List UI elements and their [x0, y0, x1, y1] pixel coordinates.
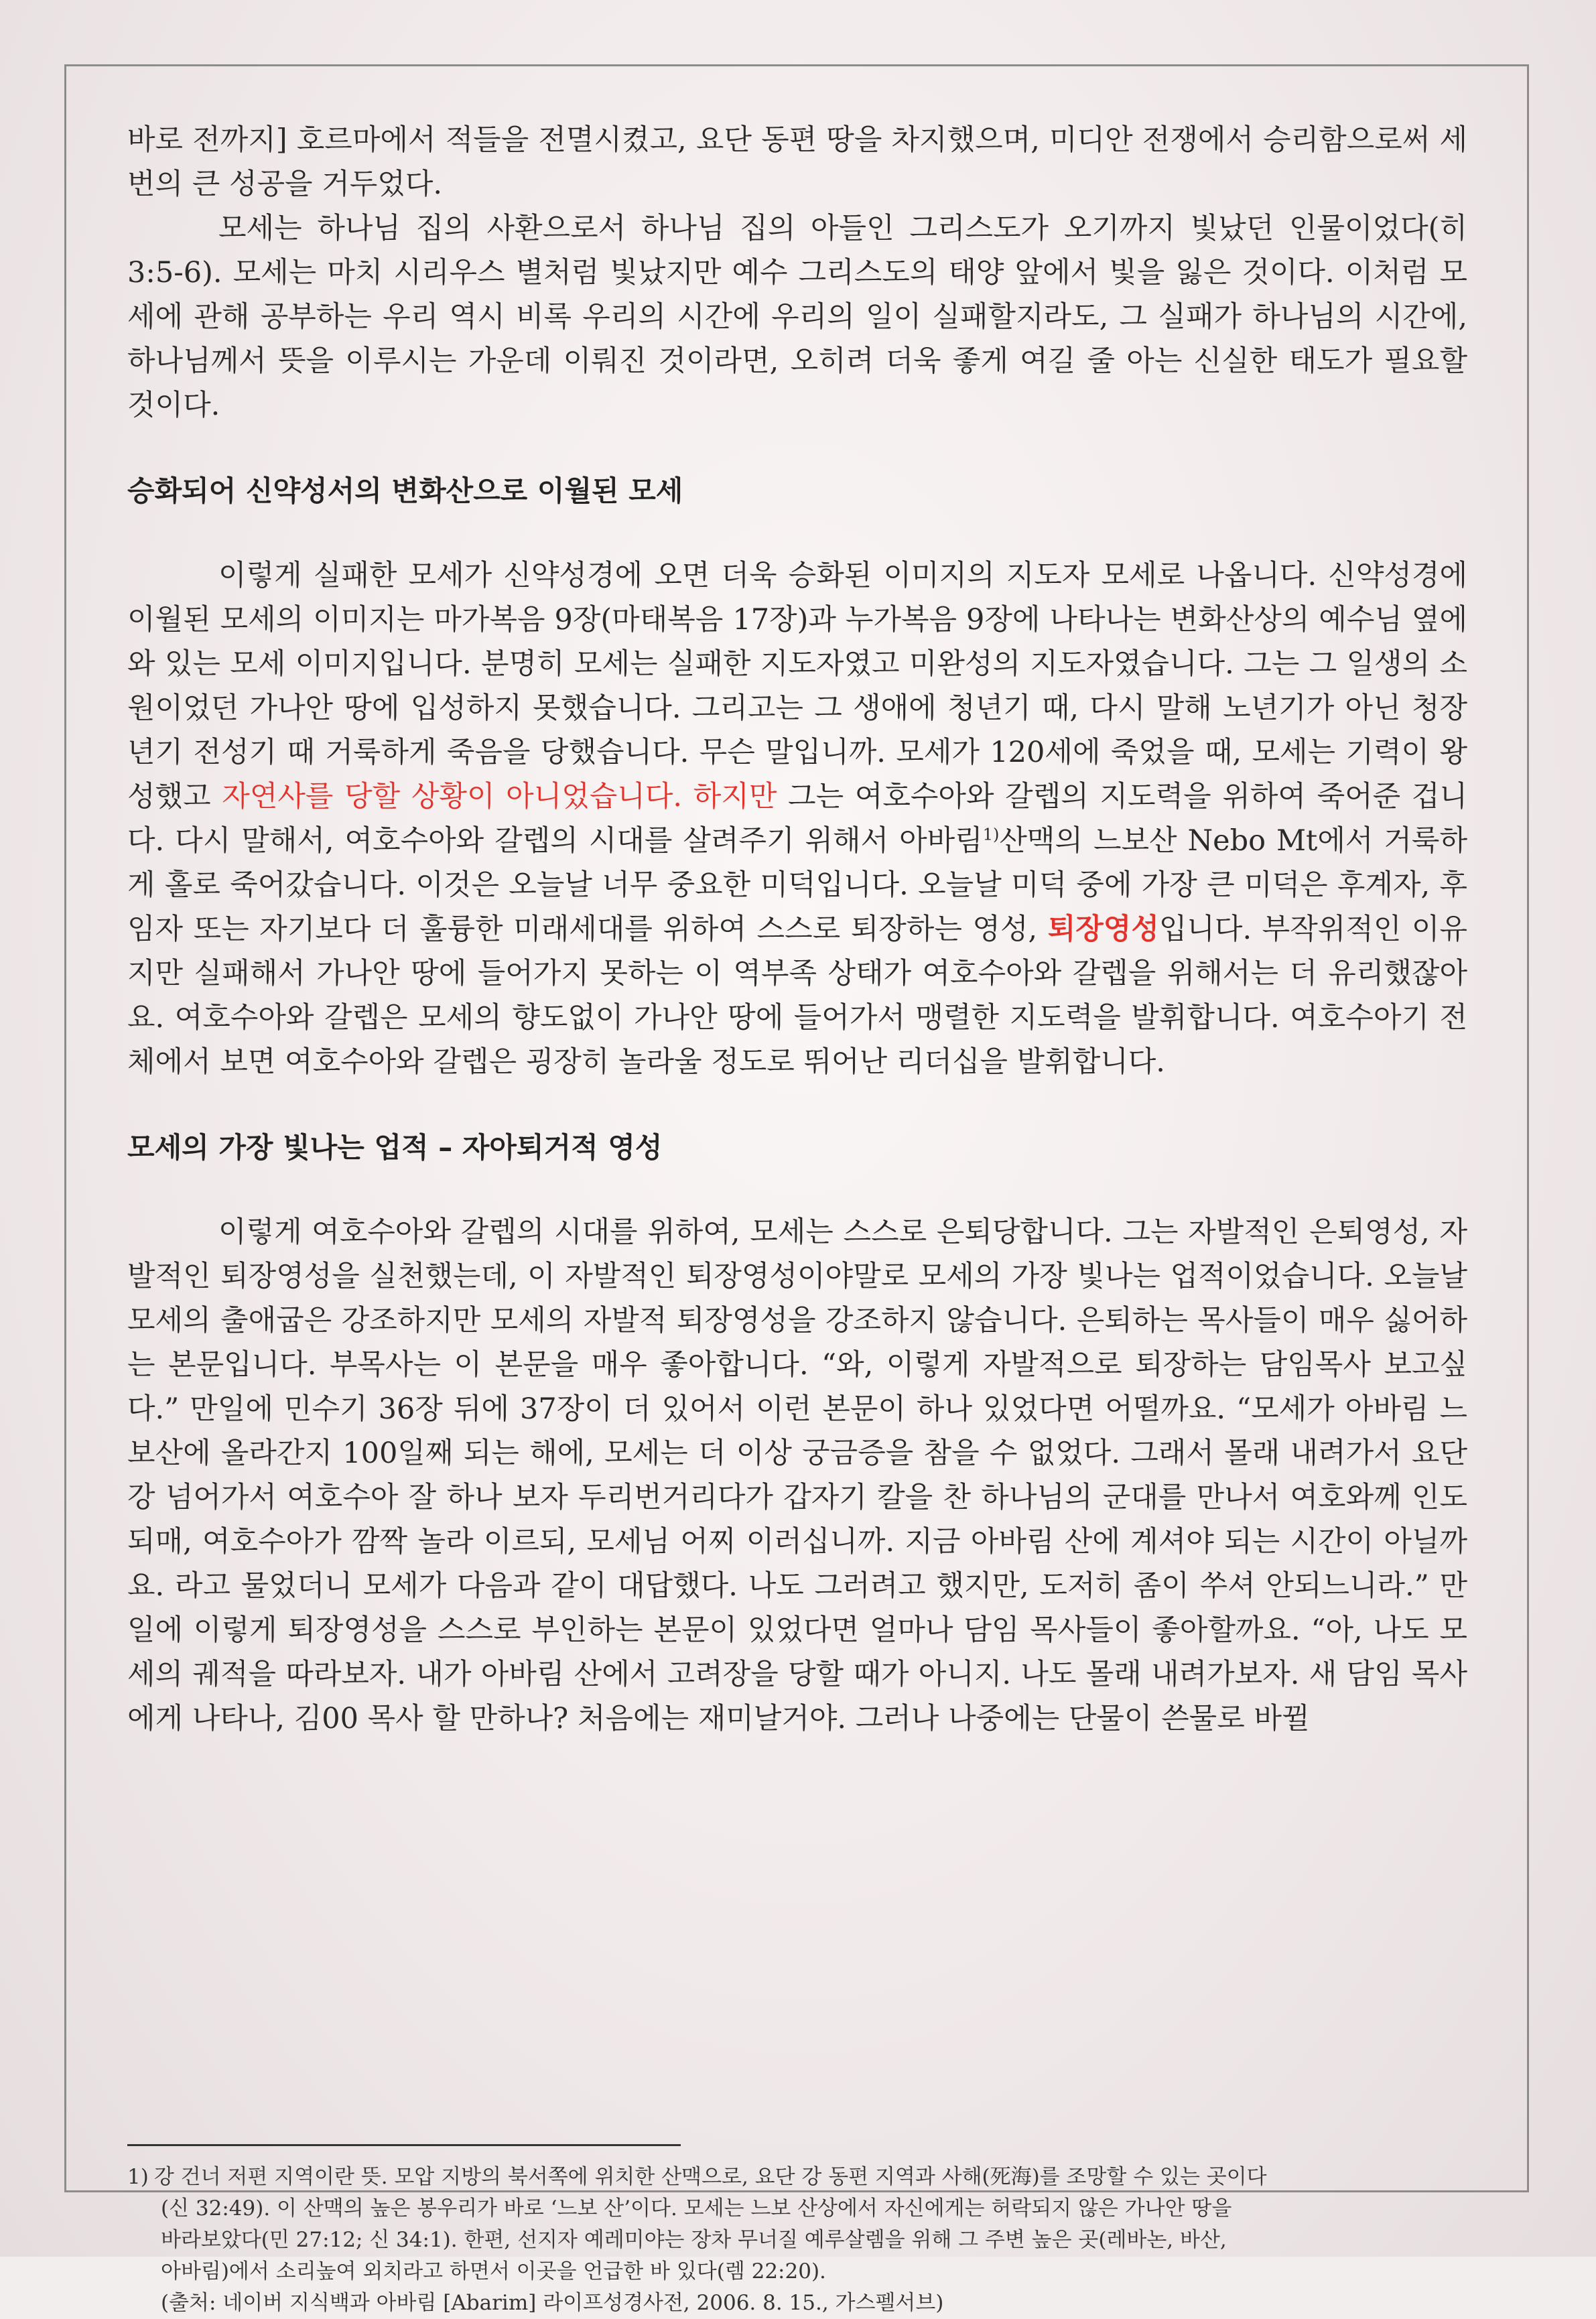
text-run: 입니다. 부작위적인 이유지만 실패해서 가나안 땅에 들어가지 못하는 이 역부족 상태가 여호수아와 갈렙을 위해서는 더 유리했잖아요. 여호수아와 갈렙은 모세의 향도없이 가나안 땅에 들어가서 맹렬한 지도력을 발휘합니다. 여호수아기 전체에서 보면 여호수아와 갈렙은 굉장히 놀라울 정도로 뛰어난 리더십을 발휘합니다. — [127, 913, 1467, 1079]
text-run: 이렇게 실패한 모세가 신약성경에 오면 더욱 승화된 이미지의 지도자 모세로 나옵니다. 신약성경에 이월된 모세의 이미지는 마가복음 9장(마태복음 17장)과 누가복음 9장에 나타나는 변화산상의 예수님 옆에 와 있는 모세 이미지입니다. 분명히 모세는 실패한 지도자였고 미완성의 지도자였습니다. 그는 그 일생의 소원이었던 가나안 땅에 입성하지 못했습니다. 그리고는 그 생애에 청년기 때, 다시 말해 노년기가 아닌 청장년기 전성기 때 거룩하게 죽음을 당했습니다. 무슨 말입니까. 모세가 120세에 죽었을 때, 모세는 기력이 왕성했고 — [127, 559, 1467, 813]
footnote-divider — [127, 2144, 681, 2146]
document-body — [127, 118, 1467, 1741]
paragraph-retirement: 이렇게 여호수아와 갈렙의 시대를 위하여, 모세는 스스로 은퇴당합니다. 그는 자발적인 은퇴영성, 자발적인 퇴장영성을 실천했는데, 이 자발적인 퇴장영성이야말로 모세의 가장 빛나는 업적이었습니다. 오늘날 모세의 출애굽은 강조하지만 모세의 자발적 퇴장영성을 강조하지 않습니다. 은퇴하는 목사들이 매우 싫어하는 본문입니다. 부목사는 이 본문을 매우 좋아합니다. “와, 이렇게 자발적으로 퇴장하는 담임목사 보고싶다.” 만일에 민수기 36장 뒤에 37장이 더 있어서 이런 본문이 하나 있었다면 어떨까요. “모세가 아바림 느보산에 올라간지 100일째 되는 해에, 모세는 더 이상 궁금증을 참을 수 없었다. 그래서 몰래 내려가서 요단강 넘어가서 여호수아 잘 하나 보자 두리번거리다가 갑자기 칼을 찬 하나님의 군대를 만나서 여호와께 인도되매, 여호수아가 깜짝 놀라 이르되, 모세님 어찌 이러십니까. 지금 아바림 산에 계셔야 되는 시간이 아닐까요. 라고 물었더니 모세가 다음과 같이 대답했다. 나도 그러려고 했지만, 도저히 좀이 쑤셔 안되느니라.” 만일에 이렇게 퇴장영성을 스스로 부인하는 본문이 있었다면 얼마나 담임 목사들이 좋아할까요. “아, 나도 모세의 궤적을 따라보자. 내가 아바림 산에서 고려장을 당할 때가 아니지. 나도 몰래 내려가보자. 새 담임 목사에게 나타나, 김00 목사 할 만하나? 처음에는 재미날거야. 그러나 나중에는 단물이 쓴물로 바뀔 — [127, 1215, 1467, 1735]
section-heading-transfiguration: 승화되어 신약성서의 변화산으로 이월된 모세 — [127, 474, 683, 507]
paragraph-transfiguration — [127, 553, 1467, 1084]
footnote-ref[interactable]: 1) — [982, 825, 1000, 844]
text-run: 산맥의 느보산 Nebo Mt에서 거룩하게 홀로 죽어갔습니다. 이것은 오늘날 너무 중요한 미덕입니다. 오늘날 미덕 중에 가장 큰 미덕은 후계자, 후임자 또는 자기보다 더 훌륭한 미래세대를 위하여 스스로 퇴장하는 영성, — [127, 824, 1467, 946]
text-run: 그는 여호수아와 갈렙의 지도력을 위하여 죽어준 겁니다. 다시 말해서, 여호수아와 갈렙의 시대를 살려주기 위해서 아바림 — [127, 780, 1467, 858]
footnote-line: (신 32:49). 이 산맥의 높은 봉우리가 바로 ‘느보 산’이다. 모세는 느보 산상에서 자신에게는 허락되지 않은 가나안 땅을 — [161, 2196, 1232, 2221]
footnote-number: 1) — [127, 2165, 149, 2189]
highlight-keyword: 퇴장영성 — [1047, 913, 1159, 946]
footnote-line: 바라보았다(민 27:12; 신 34:1). 한편, 선지자 예레미야는 장차 무너질 예루살렘을 위해 그 주변 높은 곳(레바논, 바산, — [161, 2228, 1227, 2252]
footnote — [127, 2162, 1467, 2319]
footnote-line: 1) 강 건너 저편 지역이란 뜻. 모압 지방의 북서쪽에 위치한 산맥으로, 요단 강 동편 지역과 사해(死海)를 조망할 수 있는 곳이다 — [127, 2165, 1267, 2189]
footnote-line: 아바림)에서 소리높여 외치라고 하면서 이곳을 언급한 바 있다(렘 22:20). — [161, 2259, 826, 2283]
footnote-source: (출처: 네이버 지식백과 아바림 [Abarim] 라이프성경사전, 2006. 8. 15., 가스펠서브) — [161, 2291, 944, 2315]
highlight-red-text: 자연사를 당할 상황이 아니었습니다. 하지만 — [222, 780, 777, 813]
section-heading-retirement: 모세의 가장 빛나는 업적 – 자아퇴거적 영성 — [127, 1131, 663, 1164]
paragraph-continued: 바로 전까지] 호르마에서 적들을 전멸시켰고, 요단 동편 땅을 차지했으며, 미디안 전쟁에서 승리함으로써 세 번의 큰 성공을 거두었다. — [127, 123, 1467, 201]
paragraph-moses-servant: 모세는 하나님 집의 사환으로서 하나님 집의 아들인 그리스도가 오기까지 빛났던 인물이었다(히 3:5-6). 모세는 마치 시리우스 별처럼 빛났지만 예수 그리스도의 태양 앞에서 빛을 잃은 것이다. 이처럼 모세에 관해 공부하는 우리 역시 비록 우리의 시간에 우리의 일이 실패할지라도, 그 실패가 하나님의 시간에, 하나님께서 뜻을 이루시는 가운데 이뤄진 것이라면, 오히려 더욱 좋게 여길 줄 아는 신실한 태도가 필요할 것이다. — [127, 212, 1467, 422]
